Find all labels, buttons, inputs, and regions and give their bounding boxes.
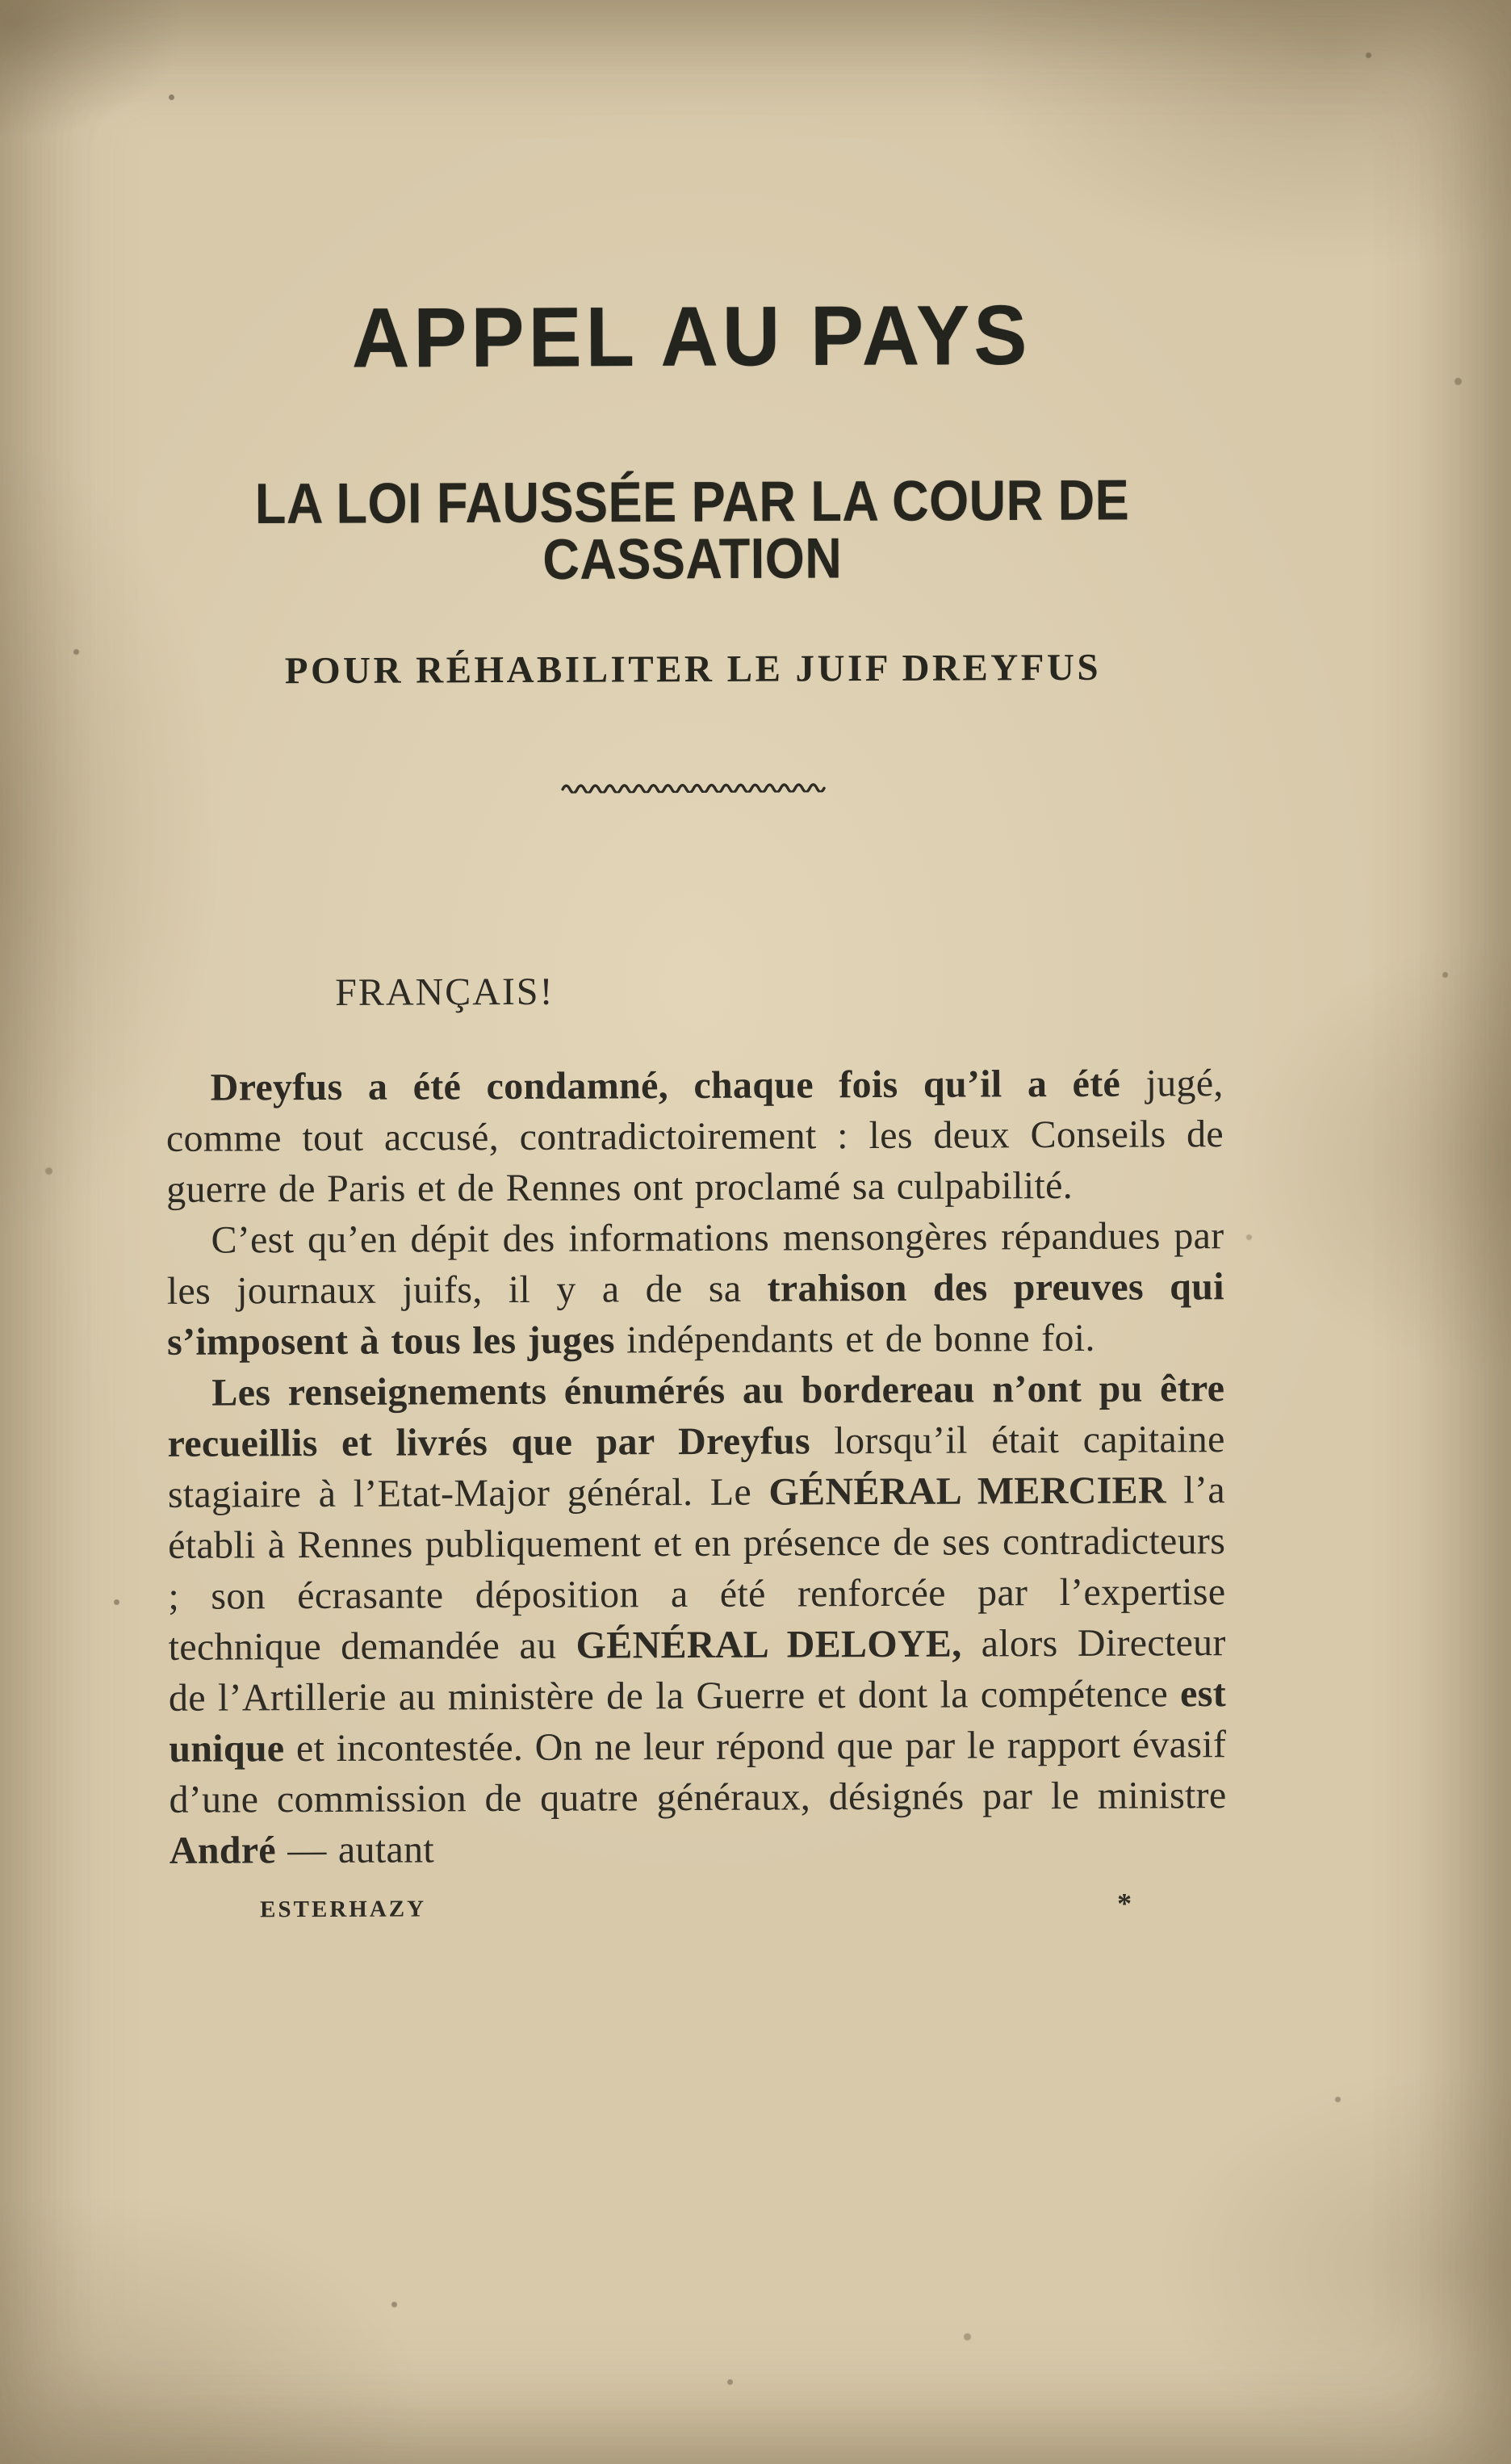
divider-ornament	[165, 777, 1222, 795]
page-title: APPEL AU PAYS	[351, 287, 1032, 386]
text-segment: C’est qu’en dépit des informations mensongères répandues par les journaux juifs, il y a de sa	[166, 1214, 1224, 1314]
paragraph	[166, 1058, 1224, 1215]
subtitle-line2: POUR RÉHABILITER LE JUIF DREYFUS	[284, 646, 1102, 693]
text-segment: et incontestée. On ne leur répond que par le rapport évasif d’une commission de quatre généraux, désignés par le ministre	[169, 1723, 1227, 1822]
catchword: ESTERHAZY	[260, 1896, 427, 1923]
printer-mark: *	[1117, 1887, 1132, 1921]
paper-specks	[0, 0, 4, 4]
divider-wavy-path	[563, 785, 824, 793]
text-segment: Dreyfus a été condamné, chaque fois qu’il a été	[210, 1062, 1146, 1109]
page-footer	[170, 1886, 1227, 1925]
text-segment: lorsqu’il était capitaine stagiaire à l’Etat-Major général. Le	[167, 1418, 1225, 1517]
text-segment: indépendants et de bonne foi.	[626, 1317, 1095, 1362]
paragraph	[166, 1210, 1224, 1368]
text-segment: Les renseignements énumérés au bordereau n’ont pu être recueillis et livrés que par Dreyfus	[167, 1367, 1225, 1466]
body-paragraphs	[166, 1058, 1227, 1876]
subtitle-line1: LA LOI FAUSSÉE PAR LA COUR DE CASSATION	[254, 468, 1130, 592]
text-segment: alors Directeur de l’Artillerie au ministère de la Guerre et dont la compétence	[168, 1621, 1226, 1720]
text-segment: l’a établi à Rennes publiquement et en présence de ses contradicteurs ; son écrasante déposition a été renforcée par l’expertise technique demandée au	[168, 1469, 1226, 1670]
text-segment: — autant	[275, 1828, 435, 1872]
text-segment: jugé, comme tout accusé, contradictoirement : les deux Conseils de guerre de Paris et de Rennes ont proclamé sa culpabilité.	[165, 1062, 1224, 1212]
paragraph	[167, 1363, 1227, 1876]
text-segment: trahison des preuves qui s’imposent à tous les juges	[166, 1265, 1224, 1364]
text-segment: André	[169, 1829, 277, 1873]
text-segment: GÉNÉRAL MERCIER	[768, 1469, 1166, 1514]
text-segment: est unique	[169, 1672, 1227, 1771]
wavy-divider-icon	[560, 780, 827, 794]
salutation: FRANÇAIS!	[335, 970, 555, 1015]
text-segment: GÉNÉRAL DELOYE,	[576, 1622, 962, 1667]
page-content	[161, 0, 1227, 1925]
